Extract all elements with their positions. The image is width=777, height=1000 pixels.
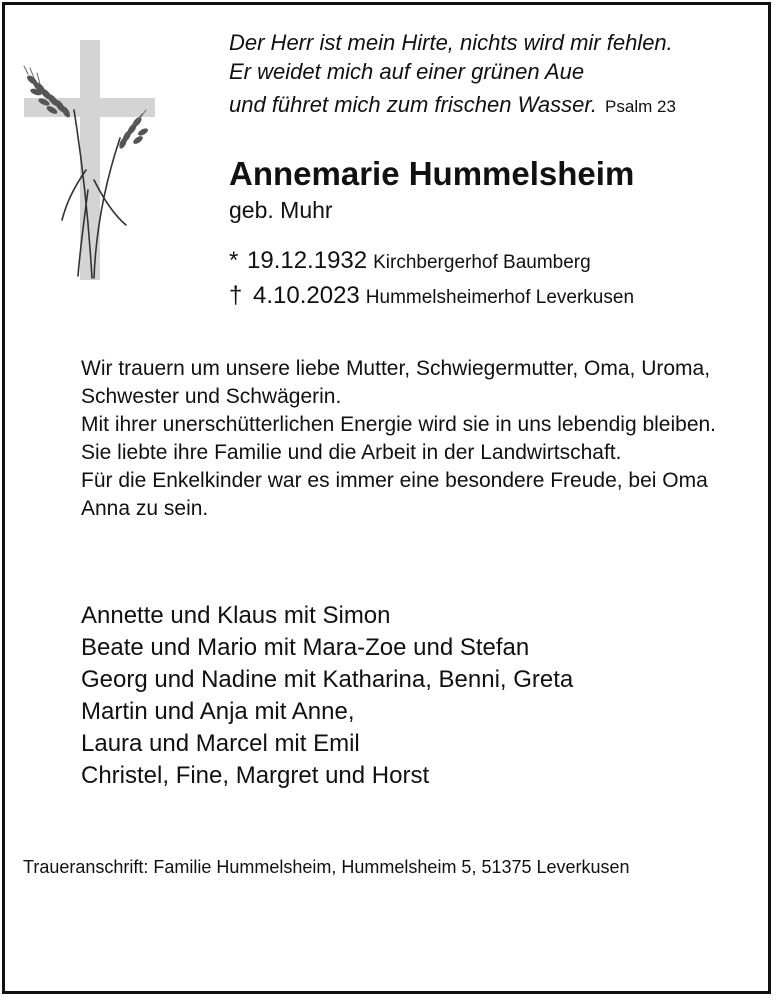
psalm-line: Der Herr ist mein Hirte, nichts wird mir fehlen. (229, 30, 673, 55)
psalm-quote (229, 28, 749, 121)
mourners-list (81, 600, 573, 792)
mourning-message (81, 355, 741, 523)
message-paragraph: Sie liebte ihre Familie und die Arbeit in der Landwirtschaft. (81, 441, 622, 464)
psalm-line-text: und führet mich zum frischen Wasser. (229, 92, 598, 117)
mourner-line: Annette und Klaus mit Simon (81, 602, 391, 629)
death-place: Hummelsheimerhof Leverkusen (365, 287, 635, 308)
cross-with-wheat-icon (22, 40, 157, 282)
mourner-line: Georg und Nadine mit Katharina, Benni, Greta (81, 666, 574, 693)
mourner-line: Christel, Fine, Margret und Horst (81, 762, 430, 789)
psalm-line (229, 90, 749, 121)
mourning-address: Traueranschrift: Familie Hummelsheim, Hummelsheim 5, 51375 Leverkusen (23, 857, 630, 877)
message-paragraph: Für die Enkelkinder war es immer eine besondere Freude, bei Oma Anna zu sein. (81, 469, 708, 520)
message-paragraph: Mit ihrer unerschütterlichen Energie wird sie in uns lebendig bleiben. (81, 413, 717, 436)
death-symbol: † (229, 282, 243, 309)
death-row (229, 282, 634, 317)
mourner-line: Beate und Mario mit Mara-Zoe und Stefan (81, 634, 530, 661)
birth-row (229, 247, 634, 282)
death-date: 4.10.2023 (253, 282, 360, 309)
psalm-reference: Psalm 23 (605, 97, 676, 116)
maiden-name: geb. Muhr (229, 197, 333, 223)
birth-place: Kirchbergerhof Baumberg (373, 252, 591, 273)
mourner-line: Laura und Marcel mit Emil (81, 730, 360, 757)
birth-symbol: * (229, 247, 239, 274)
life-dates (229, 247, 634, 317)
birth-date: 19.12.1932 (247, 247, 368, 274)
mourner-line: Martin und Anja mit Anne, (81, 698, 355, 725)
psalm-line: Er weidet mich auf einer grünen Aue (229, 59, 585, 84)
deceased-name: Annemarie Hummelsheim (229, 155, 635, 192)
message-paragraph: Wir trauern um unsere liebe Mutter, Schwiegermutter, Oma, Uroma, Schwester und Schwägerin. (81, 357, 711, 408)
